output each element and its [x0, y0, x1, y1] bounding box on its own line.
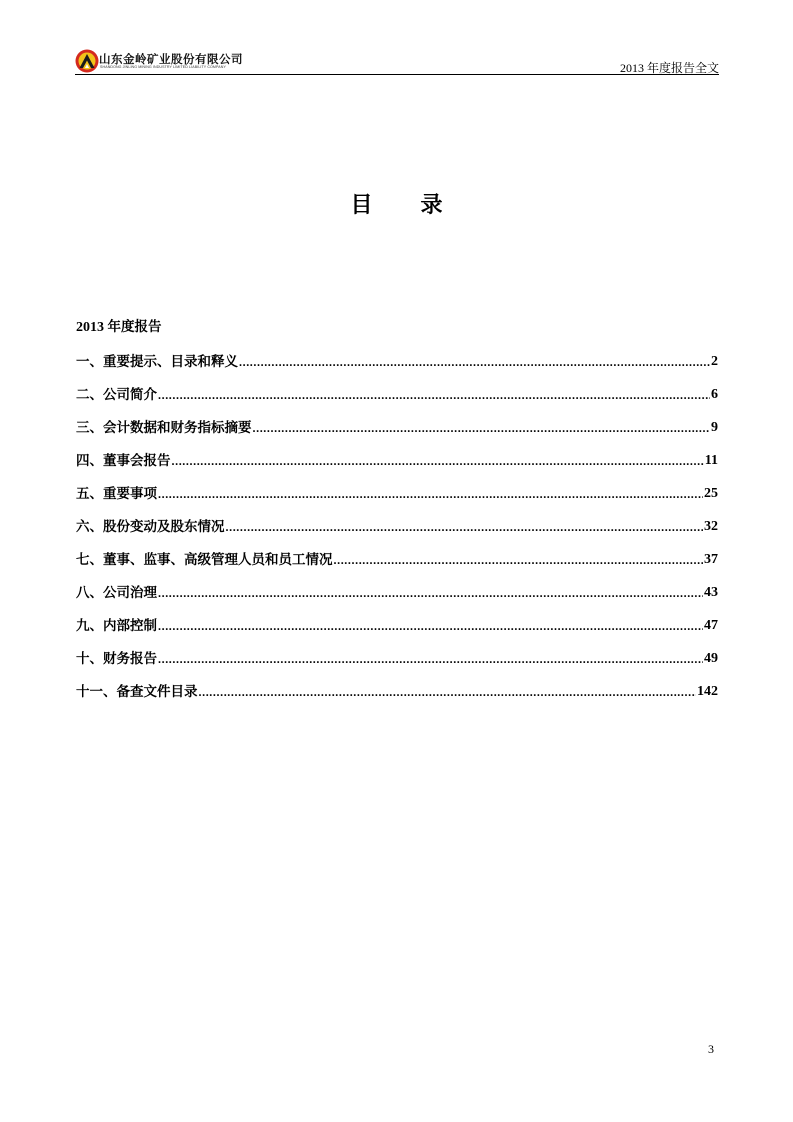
company-logo-icon [75, 48, 101, 74]
toc-entry-label: 二、公司简介 [76, 387, 157, 403]
toc-entry-label: 四、董事会报告 [76, 453, 171, 469]
toc-entry-page: 9 [711, 420, 718, 435]
toc-entry-label: 八、公司治理 [76, 585, 157, 601]
table-of-contents [76, 316, 718, 701]
document-label: 2013 年度报告全文 [619, 61, 719, 75]
toc-entry-label: 十一、备查文件目录 [76, 684, 198, 700]
title-char-1: 目 [350, 193, 373, 218]
toc-entry-label: 七、董事、监事、高级管理人员和员工情况 [76, 552, 333, 568]
toc-entry-label: 九、内部控制 [76, 618, 157, 634]
toc-dot-leader [158, 650, 703, 668]
toc-dot-leader [158, 584, 703, 602]
toc-entry-page: 25 [704, 486, 718, 501]
company-name-cn: 山东金岭矿业股份有限公司 [99, 52, 243, 66]
toc-entry[interactable] [76, 470, 718, 503]
toc-entry-page: 37 [704, 552, 718, 567]
toc-entry[interactable] [76, 404, 718, 437]
toc-entry-label: 六、股份变动及股东情况 [76, 519, 225, 535]
page-title [0, 188, 793, 219]
toc-entry-page: 32 [704, 519, 718, 534]
toc-entry-label: 十、财务报告 [76, 651, 157, 667]
toc-entry[interactable] [76, 371, 718, 404]
toc-entry[interactable] [76, 635, 718, 668]
page-header [75, 48, 719, 75]
toc-entry-page: 142 [697, 684, 718, 699]
toc-entry-page: 6 [711, 387, 718, 402]
toc-entry-page: 2 [711, 354, 718, 369]
toc-entry-page: 47 [704, 618, 718, 633]
toc-entry-label: 三、会计数据和财务指标摘要 [76, 420, 252, 436]
toc-entry[interactable] [76, 437, 718, 470]
toc-dot-leader [158, 485, 703, 503]
toc-entry-page: 11 [704, 453, 718, 468]
toc-dot-leader [253, 419, 711, 437]
toc-entry[interactable] [76, 602, 718, 635]
company-name-en: SHANDONG JINLING MINING INDUSTRY LIMITED LIABILITY COMPANY [100, 65, 226, 69]
title-char-2: 录 [420, 193, 443, 218]
toc-dot-leader [172, 452, 704, 470]
toc-entry[interactable] [76, 503, 718, 536]
toc-dot-leader [334, 551, 704, 569]
toc-dot-leader [158, 617, 703, 635]
toc-heading-text: 年度报告 [107, 319, 162, 335]
toc-dot-leader [239, 353, 710, 371]
toc-heading [76, 316, 718, 338]
toc-entry-page: 49 [704, 651, 718, 666]
toc-entry-label: 五、重要事项 [76, 486, 157, 502]
toc-entry-page: 43 [704, 585, 718, 600]
toc-entry[interactable] [76, 569, 718, 602]
toc-dot-leader [199, 683, 697, 701]
toc-entry[interactable] [76, 338, 718, 371]
toc-heading-year: 2013 [76, 320, 104, 335]
toc-entry-label: 一、重要提示、目录和释义 [76, 354, 238, 370]
toc-dot-leader [158, 386, 710, 404]
toc-entry[interactable] [76, 668, 718, 701]
toc-dot-leader [226, 518, 704, 536]
toc-entry[interactable] [76, 536, 718, 569]
page-number: 3 [708, 1042, 714, 1056]
header-divider [75, 74, 719, 75]
